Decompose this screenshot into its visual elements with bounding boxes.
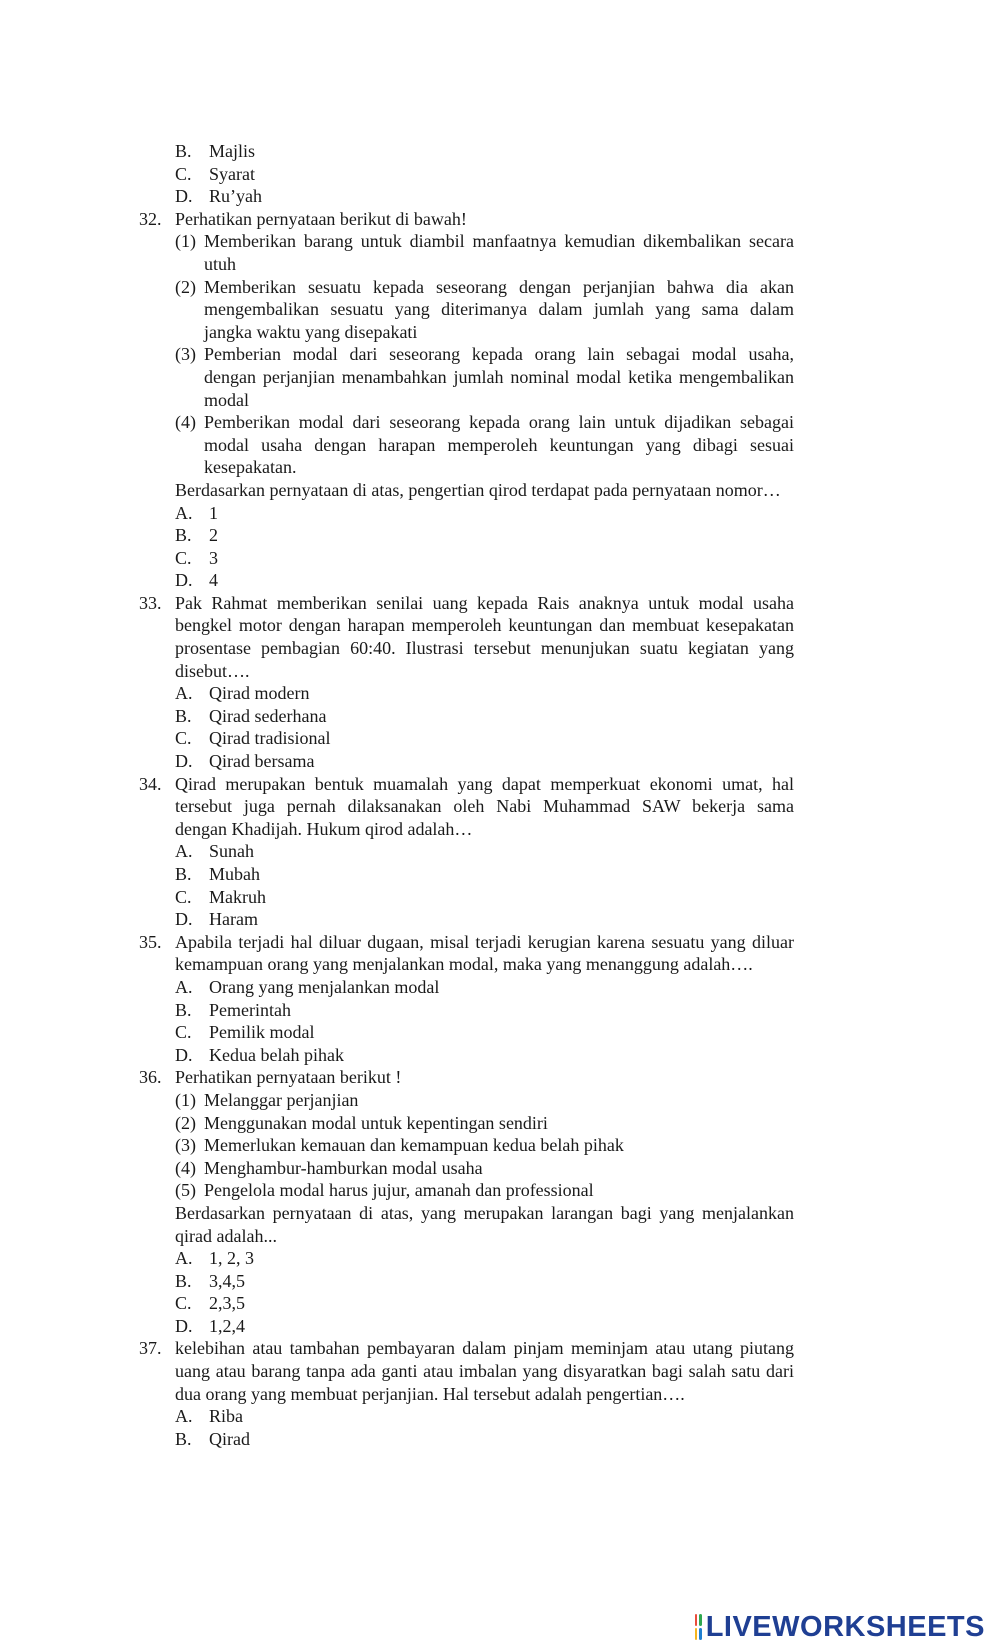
option-text: Riba [209,1406,243,1427]
question-number: 32. [139,208,162,229]
option-text: 1,2,4 [209,1315,245,1336]
option-label: B. [175,864,192,884]
question-text: Apabila terjadi hal diluar dugaan, misal terjadi kerugian karena sesuatu yang diluar [175,931,794,952]
question-number: 33. [139,592,162,613]
question-text: Qirad merupakan bentuk muamalah yang dapat memperkuat ekonomi umat, hal [175,773,794,794]
question-text-line [0,614,1000,637]
answer-option [0,185,1000,208]
question-text-line [0,818,1000,841]
statement-text: kesepakatan. [204,457,297,478]
question-text-line [0,1225,1000,1248]
statement-item [0,1112,1000,1135]
answer-option [0,1021,1000,1044]
question-text: Perhatikan pernyataan berikut ! [175,1067,402,1088]
statement-number: (2) [175,276,196,297]
answer-option [0,750,1000,773]
statement-text: modal usaha dengan harapan memperoleh keuntungan yang dibagi sesuai [204,434,794,455]
option-label: C. [175,1293,192,1314]
option-text: 4 [209,570,218,591]
statement-item [0,230,1000,253]
statement-number: (3) [175,1135,196,1156]
option-text: 3,4,5 [209,1270,245,1291]
question-text: dua orang yang membuat perjanjian. Hal tersebut adalah pengertian…. [175,1383,685,1404]
statement-text: modal [204,389,249,410]
option-text: Orang yang menjalankan modal [209,976,440,997]
answer-option [0,727,1000,750]
option-label: A. [175,502,193,523]
option-text: Kedua belah pihak [209,1044,344,1065]
option-label: D. [175,570,193,591]
question-heading [0,208,1000,231]
question-heading [0,773,1000,796]
option-label: A. [175,683,193,704]
logo-tile [695,1628,697,1640]
answer-option [0,999,1000,1022]
question-text: dengan Khadijah. Hukum qirod adalah… [175,818,473,839]
option-text: Mubah [209,864,260,884]
option-label: D. [175,751,193,772]
statement-item [0,1089,1000,1112]
answer-option [0,682,1000,705]
answer-option [0,547,1000,570]
answer-option [0,1292,1000,1315]
answer-option [0,863,1000,886]
statement-item [0,343,1000,366]
option-label: C. [175,163,192,184]
answer-option [0,705,1000,728]
answer-option [0,1315,1000,1338]
question-text-line [0,953,1000,976]
question-text-line [0,479,1000,502]
question-text-line [0,1360,1000,1383]
option-text: Makruh [209,886,266,907]
answer-option [0,1428,1000,1451]
statement-number: (1) [175,1089,196,1110]
statement-number: (4) [175,412,196,433]
option-label: A. [175,841,193,862]
question-text-line [0,795,1000,818]
option-label: B. [175,1428,192,1449]
statement-item [0,1134,1000,1157]
answer-option [0,976,1000,999]
question-text: tersebut juga pernah dilaksanakan oleh Nabi Muhammad SAW bekerja sama [175,796,794,817]
statement-number: (1) [175,231,196,252]
option-label: D. [175,1315,193,1336]
option-text: Qirad tradisional [209,728,331,749]
statement-item [0,1179,1000,1202]
answer-option [0,140,1000,163]
option-text: Ru’yah [209,186,262,207]
worksheet-page [0,140,1000,1450]
option-text: 2,3,5 [209,1293,245,1314]
question-heading [0,1337,1000,1360]
answer-option [0,1247,1000,1270]
option-text: Syarat [209,163,255,184]
logo-tile [699,1614,701,1626]
question-text: qirad adalah... [175,1225,277,1246]
option-text: Haram [209,909,258,930]
option-label: D. [175,909,193,930]
option-label: D. [175,186,193,207]
question-number: 35. [139,931,162,952]
logo-text: LIVEWORKSHEETS [705,1611,985,1643]
question-text: prosentase pembagian 60:40. Ilustrasi tersebut menunjukan suatu kegiatan yang [175,638,794,659]
statement-continuation [0,389,1000,412]
question-text: disebut…. [175,660,250,681]
question-number: 37. [139,1338,162,1359]
question-text: Berdasarkan pernyataan di atas, yang merupakan larangan bagi yang menjalankan [175,1202,794,1223]
question-text-line [0,1202,1000,1225]
statement-text: mengembalikan sesuatu yang diterimanya dalam jumlah yang sama dalam [204,299,794,320]
option-label: B. [175,525,192,546]
option-label: B. [175,1270,192,1291]
option-text: Qirad [209,1428,250,1449]
answer-option [0,163,1000,186]
option-text: Qirad modern [209,683,310,704]
statement-text: Pemberian modal dari seseorang kepada orang lain sebagai modal usaha, [204,344,794,365]
liveworksheets-logo [695,1611,985,1643]
logo-tile [695,1614,697,1626]
option-text: Sunah [209,841,254,862]
statement-continuation [0,298,1000,321]
question-heading [0,931,1000,954]
statement-text: Pengelola modal harus jujur, amanah dan professional [204,1180,594,1201]
option-text: Qirad sederhana [209,705,327,726]
question-number: 34. [139,773,162,794]
statement-text: Memerlukan kemauan dan kemampuan kedua belah pihak [204,1135,624,1156]
statement-text: Pemberikan modal dari seseorang kepada orang lain untuk dijadikan sebagai [204,412,794,433]
option-text: 1 [209,502,218,523]
option-label: C. [175,886,192,907]
answer-option [0,1270,1000,1293]
answer-option [0,502,1000,525]
answer-option [0,569,1000,592]
statement-continuation [0,253,1000,276]
question-text: uang atau barang tanpa ada ganti atau imbalan yang disyaratkan bagi salah satu dari [175,1361,794,1382]
statement-text: Menghambur-hamburkan modal usaha [204,1157,483,1178]
statement-continuation [0,366,1000,389]
statement-text: Memberikan barang untuk diambil manfaatnya kemudian dikembalikan secara [204,231,794,252]
option-text: 2 [209,525,218,546]
option-text: 3 [209,547,218,568]
question-text-line [0,1383,1000,1406]
statement-text: Menggunakan modal untuk kepentingan sendiri [204,1112,548,1133]
statement-number: (5) [175,1180,196,1201]
statement-text: Memberikan sesuatu kepada seseorang dengan perjanjian bahwa dia akan [204,276,794,297]
answer-option [0,1405,1000,1428]
option-text: Pemerintah [209,999,291,1020]
option-text: Pemilik modal [209,1022,315,1043]
option-label: B. [175,141,192,161]
statement-text: Melanggar perjanjian [204,1089,359,1110]
answer-option [0,908,1000,931]
option-label: C. [175,1022,192,1043]
statement-item [0,411,1000,434]
option-label: A. [175,976,193,997]
question-text: Perhatikan pernyataan berikut di bawah! [175,208,467,229]
statement-continuation [0,456,1000,479]
statement-text: jangka waktu yang disepakati [204,321,418,342]
answer-option [0,1044,1000,1067]
option-label: C. [175,547,192,568]
option-label: A. [175,1406,193,1427]
answer-option [0,840,1000,863]
statement-text: dengan perjanjian menambahkan jumlah nominal modal ketika mengembalikan [204,366,794,387]
statement-text: utuh [204,253,237,274]
logo-tile [699,1628,701,1640]
statement-number: (4) [175,1157,196,1178]
question-text: bengkel motor dengan harapan memperoleh keuntungan dan membuat kesepakatan [175,615,794,636]
option-text: Majlis [209,141,256,161]
question-heading [0,1066,1000,1089]
statement-continuation [0,321,1000,344]
question-text: Berdasarkan pernyataan di atas, pengertian qirod terdapat pada pernyataan nomor… [175,479,781,500]
option-label: D. [175,1044,193,1065]
statement-number: (3) [175,344,196,365]
question-heading [0,592,1000,615]
question-text: kelebihan atau tambahan pembayaran dalam pinjam meminjam atau utang piutang [175,1338,794,1359]
answer-option [0,524,1000,547]
option-label: B. [175,999,192,1020]
question-text-line [0,637,1000,660]
answer-option [0,886,1000,909]
option-label: C. [175,728,192,749]
option-label: A. [175,1248,193,1269]
statement-item [0,276,1000,299]
question-text-line [0,660,1000,683]
statement-continuation [0,434,1000,457]
option-text: Qirad bersama [209,751,315,772]
question-number: 36. [139,1067,162,1088]
statement-number: (2) [175,1112,196,1133]
option-text: 1, 2, 3 [209,1248,254,1269]
question-text: Pak Rahmat memberikan senilai uang kepada Rais anaknya untuk modal usaha [175,592,794,613]
option-label: B. [175,705,192,726]
question-text: kemampuan orang yang menjalankan modal, maka yang menanggung adalah…. [175,954,753,975]
statement-item [0,1157,1000,1180]
logo-mark-icon [695,1614,702,1640]
